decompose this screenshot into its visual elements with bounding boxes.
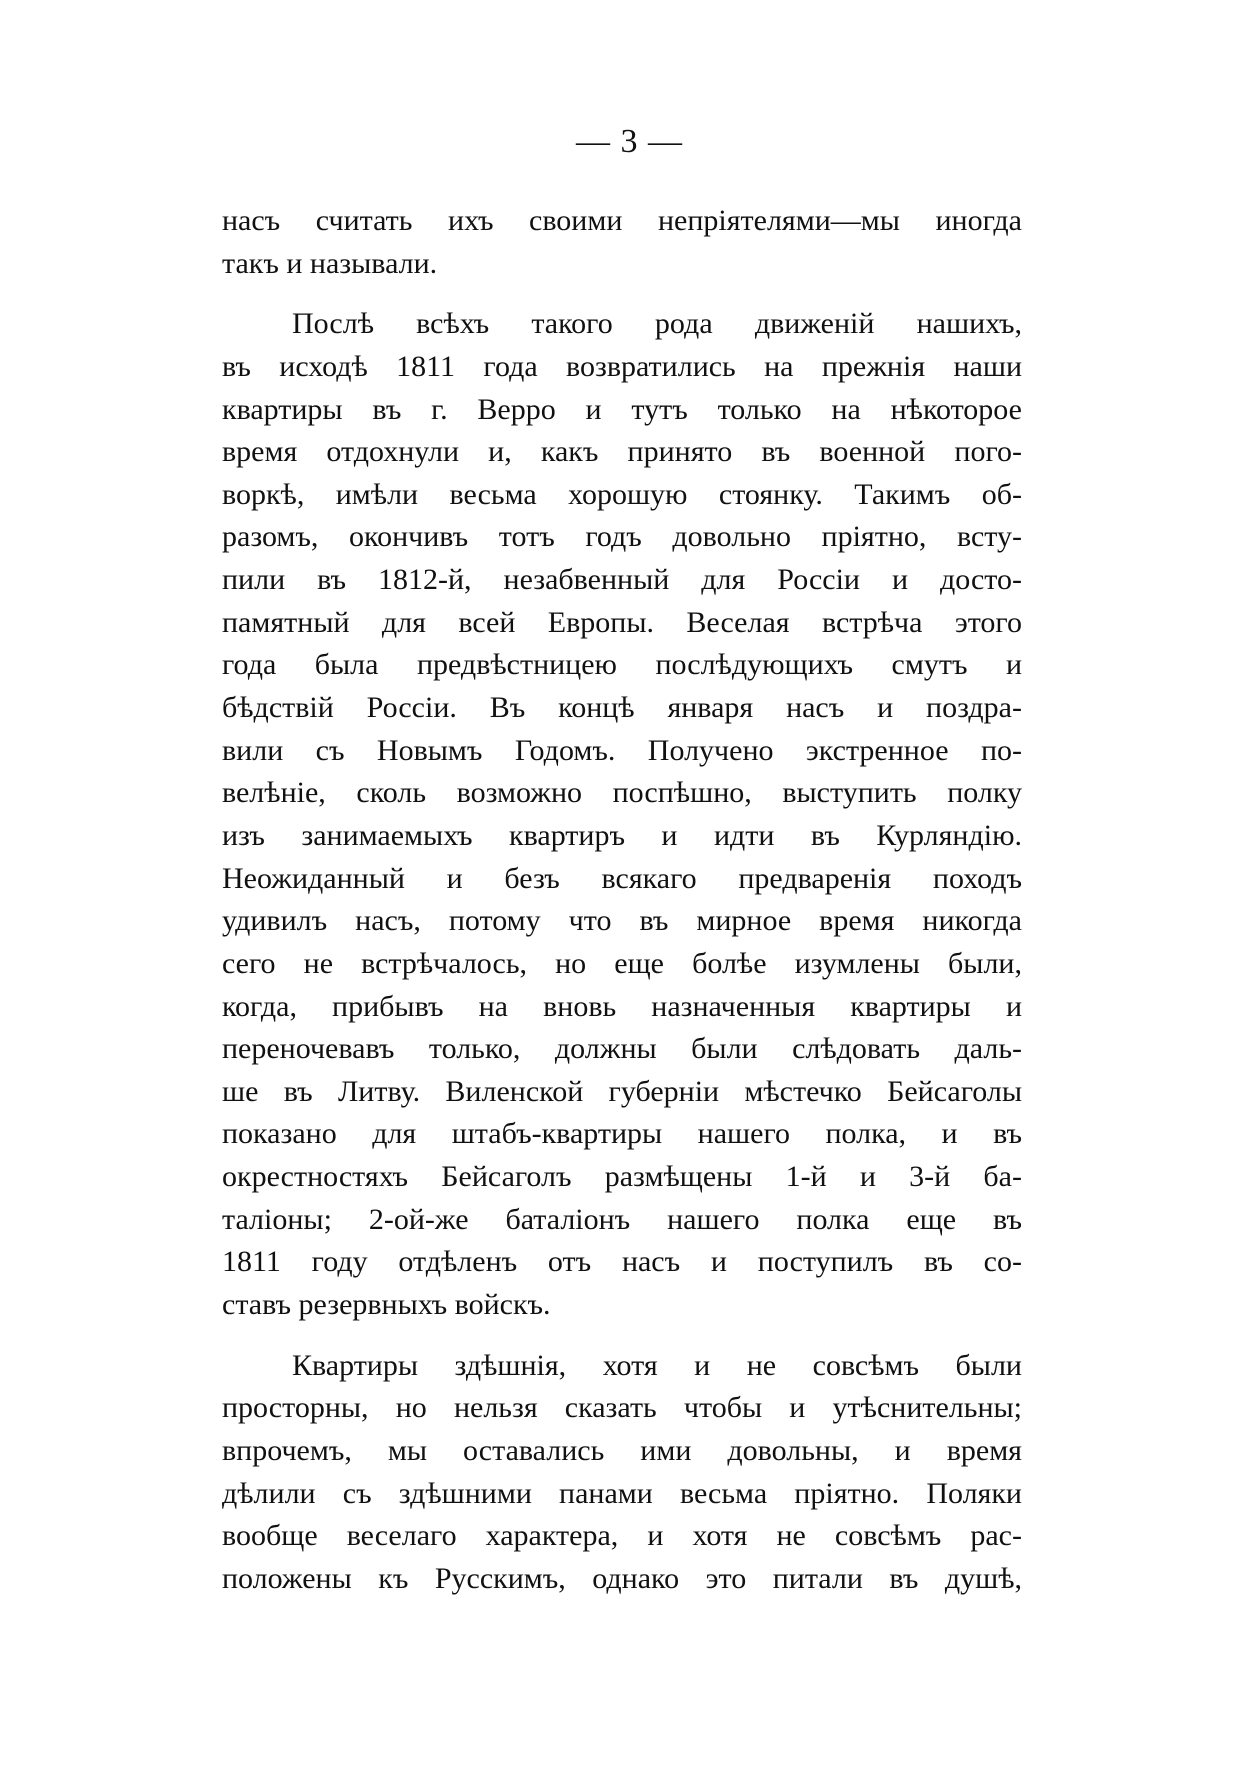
text-line: окрестностяхъ Бейсаголъ размѣщены 1-й и 3-й ба- (222, 1160, 1022, 1194)
text-line: впрочемъ, мы оставались ими довольны, и время (222, 1433, 1022, 1467)
text-line: переночевавъ только, должны были слѣдовать даль- (222, 1032, 1022, 1066)
body-text (222, 200, 1022, 1601)
text-line: воркѣ, имѣли весьма хорошую стоянку. Такимъ об- (222, 477, 1022, 511)
text-line: время отдохнули и, какъ принято въ военной пого- (222, 435, 1022, 469)
page-number: — 3 — (576, 123, 683, 160)
text-line: квартиры въ г. Верро и тутъ только на нѣкоторое (222, 392, 1022, 426)
text-line: дѣлили съ здѣшними панами весьма пріятно. Поляки (222, 1476, 1022, 1510)
paragraph-3 (222, 1345, 1022, 1601)
text-line: 1811 году отдѣленъ отъ насъ и поступилъ въ со- (222, 1245, 1022, 1279)
text-line: велѣніе, сколь возможно поспѣшно, выступить полку (222, 776, 1022, 810)
text-line: такъ и называли. (222, 246, 438, 280)
text-line: въ исходѣ 1811 года возвратились на прежнія наши (222, 349, 1022, 383)
text-line: вообще веселаго характера, и хотя не совсѣмъ рас- (222, 1519, 1022, 1553)
text-line: разомъ, окончивъ тотъ годъ довольно пріятно, всту- (222, 520, 1022, 554)
text-line: вили съ Новымъ Годомъ. Получено экстренное по- (222, 733, 1022, 767)
text-line: изъ занимаемыхъ квартиръ и идти въ Курляндію. (222, 818, 1022, 852)
text-line: бѣдствій Россіи. Въ концѣ января насъ и поздра- (222, 691, 1022, 725)
text-line: таліоны; 2-ой-же баталіонъ нашего полка еще въ (222, 1202, 1022, 1236)
text-line: положены къ Русскимъ, однако это питали въ душѣ, (222, 1561, 1022, 1595)
text-line: пили въ 1812-й, незабвенный для Россіи и досто- (222, 563, 1022, 597)
text-line: насъ считать ихъ своими непріятелями—мы иногда (222, 204, 1022, 237)
text-line: показано для штабъ-квартиры нашего полка, и въ (222, 1117, 1022, 1151)
text-line: сего не встрѣчалось, но еще болѣе изумлены были, (222, 946, 1022, 980)
text-line: Квартиры здѣшнія, хотя и не совсѣмъ были (292, 1348, 1022, 1382)
text-line: когда, прибывъ на вновь назначенныя квартиры и (222, 989, 1022, 1023)
paragraph-gap (222, 1327, 1022, 1345)
text-line: Послѣ всѣхъ такого рода движеній нашихъ, (292, 307, 1022, 341)
text-line: ше въ Литву. Виленской губерніи мѣстечко Бейсаголы (222, 1074, 1022, 1108)
text-line: памятный для всей Европы. Веселая встрѣча этого (222, 605, 1022, 639)
text-line: удивилъ насъ, потому что въ мирное время никогда (222, 904, 1022, 938)
paragraph-gap (222, 285, 1022, 303)
text-line: Неожиданный и безъ всякаго предваренія походъ (222, 861, 1022, 895)
text-line: года была предвѣстницею послѣдующихъ смутъ и (222, 648, 1022, 682)
paragraph-2 (222, 303, 1022, 1326)
paragraph-1 (222, 200, 1022, 285)
text-line: просторны, но нельзя сказать чтобы и утѣснительны; (222, 1391, 1022, 1425)
text-line: ставъ резервныхъ войскъ. (222, 1288, 551, 1322)
